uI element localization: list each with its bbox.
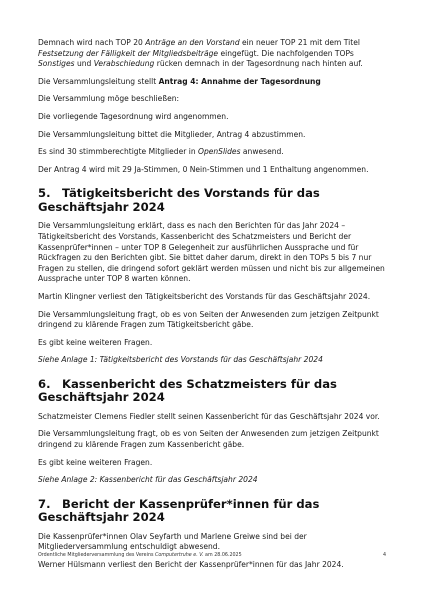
text: rücken demnach in der Tagesordnung nach hinten auf. [154, 59, 363, 69]
section-number: 7. [38, 496, 51, 511]
section-heading-7 [38, 498, 390, 525]
text: Es sind 30 stimmberechtigte Mitglieder in [38, 147, 198, 157]
attachment-reference: Siehe Anlage 1: Tätigkeitsbericht des Vorstands für das Geschäftsjahr 2024 [38, 355, 323, 365]
paragraph: Die Versammlungsleitung fragt, ob es von Seiten der Anwesenden zum jetzigen Zeitpunkt dringend zu klärende Fragen zum Kassenbericht gäbe. [38, 429, 379, 450]
attendance [38, 147, 390, 158]
paragraph: Werner Hülsmann verliest den Bericht der Kassenprüfer*innen für das Jahr 2024. [38, 560, 344, 570]
text-italic: OpenSlides [198, 147, 241, 157]
text-italic: Sonstiges [38, 59, 75, 69]
attachment-reference: Siehe Anlage 2: Kassenbericht für das Geschäftsjahr 2024 [38, 475, 258, 485]
footer-association: Computertruhe e. V. [155, 553, 204, 558]
paragraph: Martin Klingner verliest den Tätigkeitsbericht des Vorstands für das Geschäftsjahr 2024. [38, 291, 371, 301]
footer-text: Ordentliche Mitgliederversammlung des Vereins [38, 553, 156, 558]
text-italic: Verabschiedung [93, 59, 155, 69]
footer-date: am 28.06.2025 [203, 553, 242, 558]
text: Demnach wird nach TOP 20 [38, 38, 146, 47]
paragraph: Die Kassenprüfer*innen Olav Seyfarth und Marlene Greiwe sind bei der Mitgliederversammlung entschuldigt abwesend. [38, 531, 307, 552]
section-title: Tätigkeitsbericht des Vorstands für das Geschäftsjahr 2024 [38, 186, 320, 214]
motion-text: Die vorliegende Tagesordnung wird angenommen. [38, 111, 229, 121]
section-number: 5. [38, 186, 51, 201]
text: eingefügt. Die nachfolgenden TOPs [218, 48, 354, 58]
paragraph: Schatzmeister Clemens Fiedler stellt seinen Kassenbericht für das Geschäftsjahr 2024 vor. [38, 411, 380, 421]
motion-request: Die Versammlung möge beschließen: [38, 94, 180, 104]
vote-result: Der Antrag 4 wird mit 29 Ja-Stimmen, 0 Nein-Stimmen und 1 Enthaltung angenommen. [38, 164, 369, 174]
document-page [38, 38, 390, 578]
motion-title: Antrag 4: Annahme der Tagesordnung [158, 76, 321, 86]
section-title: Bericht der Kassenprüfer*innen für das Geschäftsjahr 2024 [38, 496, 320, 525]
text: und [74, 59, 94, 69]
text: ein neuer TOP 21 mit dem Titel [239, 38, 360, 47]
page-footer [38, 553, 386, 559]
page-number: 4 [382, 553, 386, 558]
paragraph: Die Versammlungsleitung fragt, ob es von Seiten der Anwesenden zum jetzigen Zeitpunkt dringend zu klärende Fragen zum Tätigkeitsbericht gäbe. [38, 309, 379, 330]
section-title: Kassenbericht des Schatzmeisters für das Geschäftsjahr 2024 [38, 376, 337, 405]
vote-call: Die Versammlungsleitung bittet die Mitglieder, Antrag 4 abzustimmen. [38, 129, 306, 139]
section-number: 6. [38, 376, 51, 391]
text-italic: Festsetzung der Fälligkeit der Mitgliedsbeiträge [38, 48, 219, 58]
section-heading-5 [38, 187, 390, 214]
text-italic: Anträge an den Vorstand [145, 38, 240, 47]
section-heading-6 [38, 378, 390, 405]
text: anwesend. [240, 147, 284, 157]
intro-paragraph [38, 38, 390, 70]
paragraph: Es gibt keine weiteren Fragen. [38, 457, 153, 467]
motion-intro [38, 77, 390, 88]
paragraph: Die Versammlungsleitung erklärt, dass es nach den Berichten für das Jahr 2024 – Tätigkeitsbericht des Vorstands, Kassenbericht des Schatzmeisters und Bericht der Kassenprüfer*innen – unter TOP 8 Gelegenheit zur ausführlichen Aussprache und für Rückfragen zu den Berichten gibt. Sie bittet daher darum, direkt in den TOPs 5 bis 7 nur Fragen zu stellen, die dringend sofort geklärt werden müssen und nicht bis zur allgemeinen Aussprache unter TOP 8 warten können. [38, 221, 385, 284]
paragraph: Es gibt keine weiteren Fragen. [38, 337, 153, 347]
text: Die Versammlungsleitung stellt [38, 76, 159, 86]
